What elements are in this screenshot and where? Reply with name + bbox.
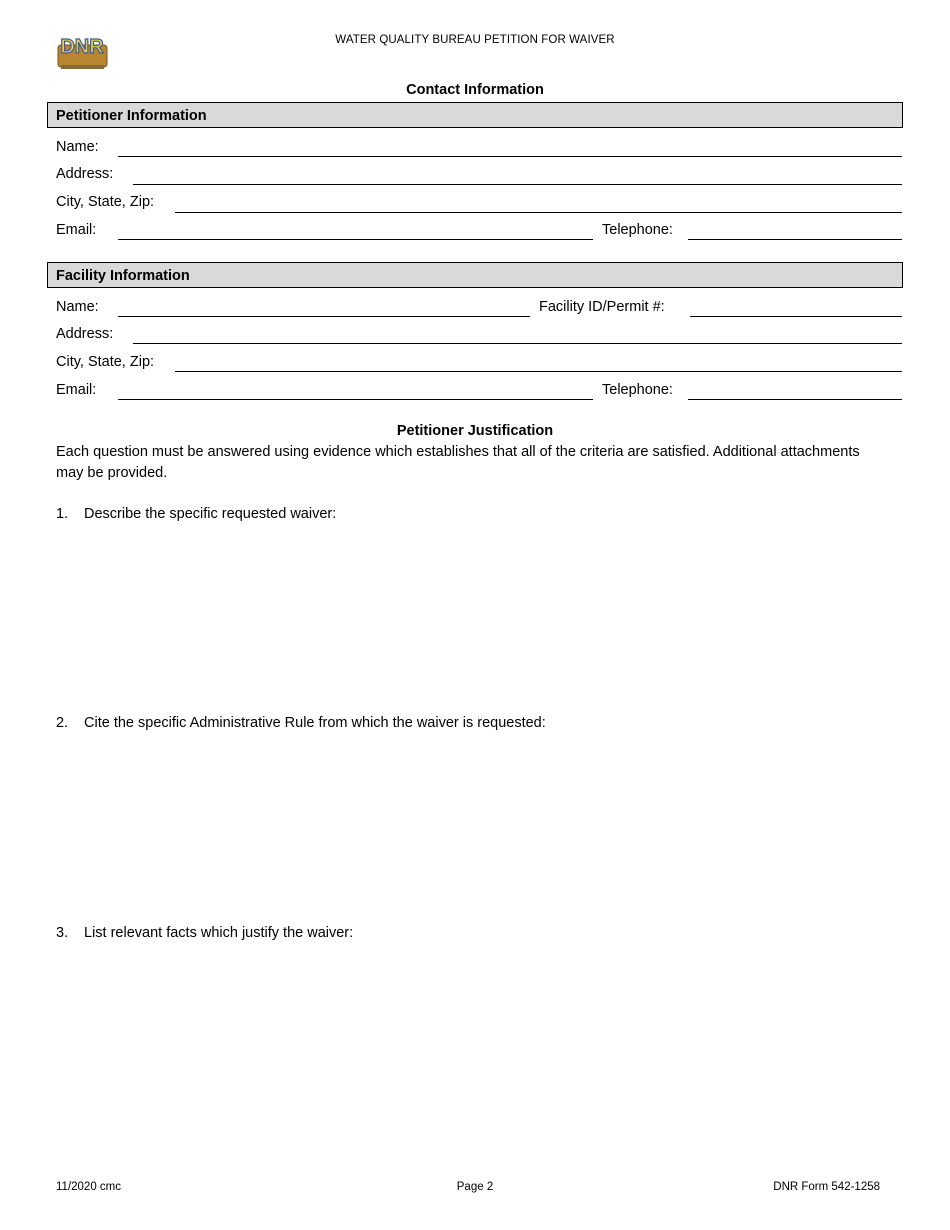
facility-name-label: Name: [56, 299, 99, 315]
petitioner-name-label: Name: [56, 139, 99, 155]
question-3-number: 3. [56, 925, 69, 941]
petitioner-email-label: Email: [56, 222, 97, 238]
question-1-text: Describe the specific requested waiver: [84, 506, 337, 522]
petitioner-telephone-field[interactable] [688, 239, 902, 240]
petitioner-address-field[interactable] [133, 184, 902, 185]
question-3-text: List relevant facts which justify the waiver: [84, 925, 354, 941]
facility-telephone-label: Telephone: [602, 382, 673, 398]
footer-page-number: Page 2 [456, 1181, 494, 1193]
document-title: WATER QUALITY BUREAU PETITION FOR WAIVER [335, 34, 615, 46]
question-2-number: 2. [56, 715, 69, 731]
petitioner-address-label: Address: [56, 166, 114, 182]
facility-information-band: Facility Information [47, 262, 903, 288]
contact-information-heading: Contact Information [406, 82, 544, 98]
facility-name-field[interactable] [118, 316, 530, 317]
logo-text: DNR [60, 36, 104, 58]
facility-city-label: City, State, Zip: [56, 354, 155, 370]
petitioner-information-band: Petitioner Information [47, 102, 903, 128]
petitioner-email-field[interactable] [118, 239, 593, 240]
footer-form-number: DNR Form 542-1258 [773, 1181, 880, 1193]
facility-telephone-field[interactable] [688, 399, 902, 400]
facility-email-label: Email: [56, 382, 97, 398]
facility-address-label: Address: [56, 326, 114, 342]
petitioner-telephone-label: Telephone: [602, 222, 673, 238]
justification-intro: Each question must be answered using evidence which establishes that all of the criteria are satisfied. Additional attachments may be provided. [56, 444, 860, 481]
petitioner-justification-heading: Petitioner Justification [396, 423, 554, 439]
petitioner-city-field[interactable] [175, 212, 902, 213]
petitioner-city-label: City, State, Zip: [56, 194, 155, 210]
facility-id-field[interactable] [690, 316, 902, 317]
footer-revision: 11/2020 cmc [56, 1181, 121, 1193]
question-2-text: Cite the specific Administrative Rule from which the waiver is requested: [84, 715, 546, 731]
question-1-number: 1. [56, 506, 69, 522]
facility-id-label: Facility ID/Permit #: [539, 299, 665, 315]
petitioner-name-field[interactable] [118, 156, 902, 157]
facility-address-field[interactable] [133, 343, 902, 344]
facility-email-field[interactable] [118, 399, 593, 400]
facility-city-field[interactable] [175, 371, 902, 372]
